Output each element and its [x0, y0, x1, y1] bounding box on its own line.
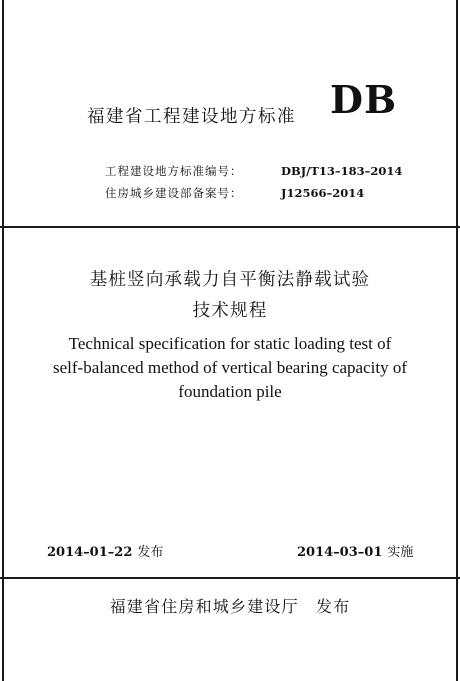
standard-mark: DB [330, 77, 398, 122]
standard-code-value: DBJ/T13–183–2014 [281, 164, 403, 178]
effective-date [297, 541, 413, 560]
title-en-line-1: Technical specification for static loading test of [68, 334, 392, 353]
record-number-row [105, 185, 364, 201]
standard-code-row [105, 163, 402, 179]
title-cn-line-2: 技术规程 [192, 301, 268, 321]
footer-divider [0, 577, 460, 579]
title-en [0, 332, 460, 404]
issue-date-word: 发布 [137, 545, 164, 560]
title-cn-line-1: 基桩竖向承载力自平衡法静载试验 [89, 270, 371, 290]
title-en-line-2: self-balanced method of vertical bearing capacity of [53, 358, 407, 377]
standard-type-title: 福建省工程建设地方标准 [87, 107, 296, 127]
effective-date-word: 实施 [387, 545, 414, 560]
issuing-authority: 福建省住房和城乡建设厅 发布 [109, 597, 351, 616]
issue-date-value: 2014–01–22 [47, 545, 133, 560]
effective-date-value: 2014–03–01 [297, 545, 383, 560]
standard-code-label: 工程建设地方标准编号： [105, 164, 243, 178]
record-number-value: J12566–2014 [281, 186, 365, 200]
header-divider [0, 226, 460, 228]
title-en-line-3: foundation pile [178, 382, 282, 401]
record-number-label: 住房城乡建设部备案号： [105, 186, 243, 200]
issue-date [47, 541, 163, 560]
